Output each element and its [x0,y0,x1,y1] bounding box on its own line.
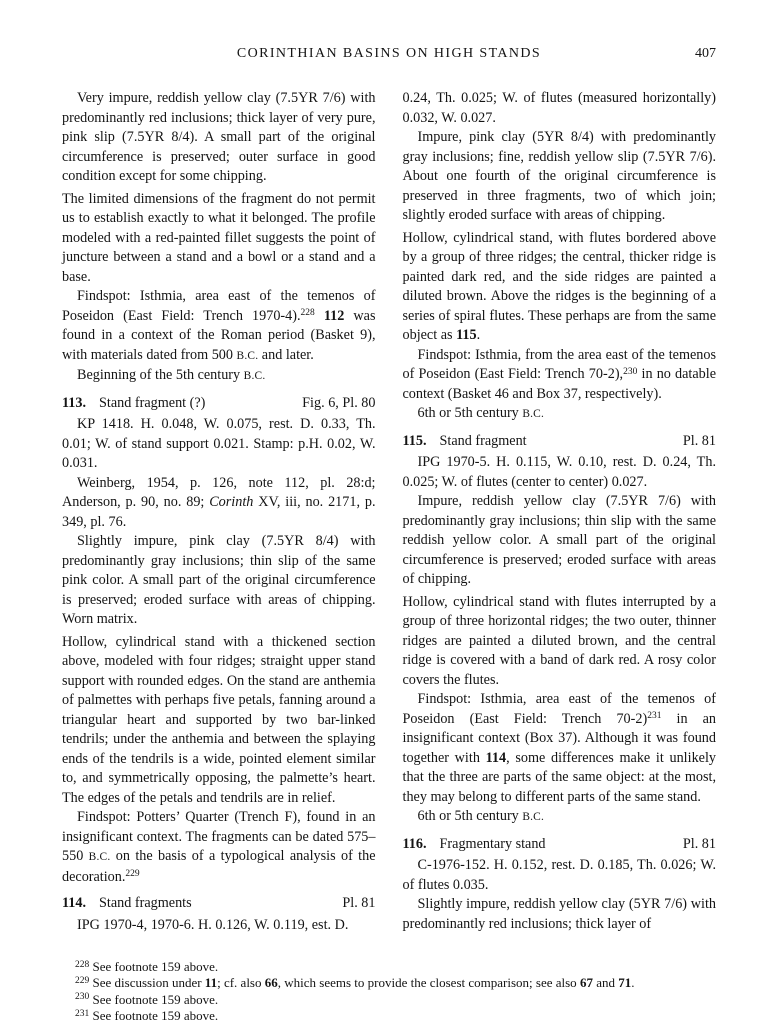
paragraph [403,89,717,128]
text-run: The limited dimensions of the fragment do not permit us to establish exactly to what it belonged. The profile modeled with a red-painted fillet suggests the point of juncture between a stand and a bowl or a stand and a base. [62,190,376,285]
footnote-ref: 228 [75,959,90,970]
page-number: 407 [695,46,716,61]
text-run: 6th or 5th century [417,405,523,421]
text-run: Hollow, cylindrical stand with flutes interrupted by a group of three horizontal ridges; the two outer, thinner ridges are painted a diluted brown, and the central ridge is covered with a band of dark red. A rosy color covers the flutes. [402,593,716,688]
left-column [62,89,376,935]
text-run: 66 [264,975,278,991]
paragraph [62,916,376,936]
text-run: IPG 1970-5. H. 0.115, W. 0.10, rest. D. 0.24, Th. 0.025; W. of flutes (center to center) 0.027. [402,454,716,490]
paragraph [403,346,717,405]
text-run: B.C. [522,408,545,420]
paragraph [403,404,717,425]
text-run: and [592,975,619,991]
text-run: See footnote 159 above. [89,959,219,974]
plate-reference: Pl. 81 [682,432,716,449]
text-run: 6th or 5th century [417,808,523,824]
plate-reference: Fig. 6, Pl. 80 [302,394,376,411]
text-columns [62,89,716,935]
text-run: , which seems to provide the closest comparison; see also [277,975,580,991]
text-run: Slightly impure, reddish yellow clay (5YR 7/6) with predominantly red inclusions; thick layer of [402,896,716,932]
entry-title: Stand fragment [439,432,527,449]
text-run: Slightly impure, pink clay (7.5YR 8/4) with predominantly gray inclusions; thin slip of the same pink color. A small part of the original circumference is preserved; eroded surface with areas of chipping. Worn matrix. [62,533,376,627]
paragraph [62,366,376,387]
right-column [403,89,717,935]
text-run: Hollow, cylindrical stand with a thickened section above, modeled with four ridges; straight upper stand support with rounded edges. On the stand are anthemia of palmettes with perhaps five petals, fanning around a triangular heart and supported by two bar-linked tendrils; under the anthemia and between the splaying ends of the tendrils is a wide, pointed element similar to, and symmetrically opposing, the palmette’s heart. The edges of the petals and tendrils are in relief. [62,633,376,806]
text-run: C-1976-152. H. 0.152, rest. D. 0.185, Th. 0.026; W. of flutes 0.035. [402,857,716,893]
text-run: in no datable context (Basket 46 and Box 37, respectively). [402,366,717,402]
paragraph [62,190,376,288]
footnote-ref: 228 [300,308,315,318]
text-run: B.C. [88,851,111,863]
text-run: B.C. [236,349,259,362]
text-run: . [476,327,481,343]
paragraph [403,856,717,895]
footnote-ref: 230 [75,992,90,1003]
text-run: ; cf. also [217,975,265,991]
paragraph [62,287,376,366]
footnote-ref: 231 [647,711,662,721]
entry-title: Stand fragments [99,895,192,911]
text-run: See discussion under [89,975,205,991]
text-run: 114 [485,749,507,766]
paragraph [403,895,717,934]
running-head [62,46,716,62]
paragraph [62,415,376,474]
paragraph [403,593,717,691]
paragraph [62,633,376,809]
catalog-entry-heading [62,894,376,914]
text-run: B.C. [243,370,266,382]
footnote [62,959,716,975]
text-run: 11 [204,975,218,991]
footnote-ref: 229 [75,975,90,986]
footnote [62,1008,716,1024]
text-run: Impure, reddish yellow clay (7.5YR 7/6) with predominantly gray inclusions; thin slip with the same reddish yellow color. A small part of the original circumference is preserved; eroded surface with areas of chipping. [402,493,716,587]
entry-number: 115. [402,432,427,449]
text-run: on the basis of a typological analysis of the decoration. [62,848,376,885]
text-run: Hollow, cylindrical stand, with flutes bordered above by a group of three ridges; the central, thicker ridge is painted dark red, and the side ridges are painted a diluted brown. Above the ridges is the beginning of a series of spiral flutes. These perhaps are from the same object as [402,229,716,343]
text-run: Very impure, reddish yellow clay (7.5YR 7/6) with predominantly red inclusions; thick layer of very pure, pink slip (7.5YR 8/4). A small part of the original circumference is preserved; outer surface in good condition except for some chipping. [62,90,376,184]
text-run: in an insignificant context (Box 37). Although it was found together with [402,710,716,766]
text-run: , some differences make it unlikely that the three are parts of the same object: at the most, they may belong to different parts of the same stand. [402,749,716,805]
catalog-entry-heading [403,432,717,452]
entry-title: Fragmentary stand [439,835,546,852]
text-run: Findspot: Potters’ Quarter (Trench F), found in an insignificant context. The fragments can be dated 575–550 [62,809,376,864]
text-run: Findspot: Isthmia, area east of the temenos of Poseidon (East Field: Trench 70-2) [402,691,716,727]
text-run: See footnote 159 above. [89,1008,219,1024]
catalog-entry-heading [403,835,717,855]
entry-number-and-title [403,432,527,452]
paragraph [62,89,376,187]
footnote-ref: 230 [623,366,638,377]
paragraph [403,492,717,590]
entry-number: 114. [62,895,87,911]
text-run: 0.24, Th. 0.025; W. of flutes (measured horizontally) 0.032, W. 0.027. [402,90,716,126]
text-run: XV, iii, no. 2171, p. 349, pl. 76. [62,494,376,530]
text-run: IPG 1970-4, 1970-6. H. 0.126, W. 0.119, est. D. [77,916,349,933]
entry-number: 113. [62,394,87,411]
text-run: 115 [456,327,477,343]
text-run: Beginning of the 5th century [77,367,244,383]
text-run: . [631,975,635,991]
page-title: CORINTHIAN BASINS ON HIGH STANDS [236,46,542,61]
text-run [315,308,324,324]
footnote [62,992,716,1008]
text-run: Findspot: Isthmia, from the area east of the temenos of Poseidon (East Field: Trench 70-2), [402,346,716,382]
plate-reference: Pl. 81 [682,835,716,852]
footnotes [62,959,716,1024]
paragraph [62,808,376,887]
paragraph [62,532,376,630]
footnote-ref: 231 [75,1008,90,1019]
text-run: KP 1418. H. 0.048, W. 0.075, rest. D. 0.33, Th. 0.01; W. of stand support 0.021. Stamp: p.H. 0.02, W. 0.031. [62,416,376,471]
paragraph [403,229,717,346]
text-run: 112 [323,307,345,324]
entry-title: Stand fragment (?) [99,394,206,411]
text-run: 67 [579,975,593,991]
text-run: 71 [618,975,632,991]
text-run: Corinth [209,494,254,510]
entry-number-and-title [62,894,192,914]
entry-number-and-title [403,835,546,855]
text-run: Impure, pink clay (5YR 8/4) with predominantly gray inclusions; fine, reddish yellow slip (7.5YR 7/6). About one fourth of the original circumference is preserved in three fragments, two of which join; slightly eroded surface with areas of chipping. [402,129,716,223]
text-run: and later. [258,346,314,363]
paragraph [403,807,717,828]
entry-number-and-title [62,394,205,414]
paragraph [403,690,717,807]
entry-number: 116. [402,835,427,852]
footnote-ref: 229 [125,869,140,879]
footnote [62,975,716,991]
paragraph [62,474,376,533]
plate-reference: Pl. 81 [342,895,376,911]
text-run: B.C. [522,811,545,823]
text-run: was found in a context of the Roman period (Basket 9), with materials dated from 500 [62,307,376,363]
text-run: Weinberg, 1954, p. 126, note 112, pl. 28:d; Anderson, p. 90, no. 89; [62,474,376,510]
catalog-entry-heading [62,394,376,414]
text-run: Findspot: Isthmia, area east of the temenos of Poseidon (East Field: Trench 1970-4). [62,288,376,324]
paragraph [403,128,717,226]
paragraph [403,453,717,492]
text-run: See footnote 159 above. [89,991,219,1007]
